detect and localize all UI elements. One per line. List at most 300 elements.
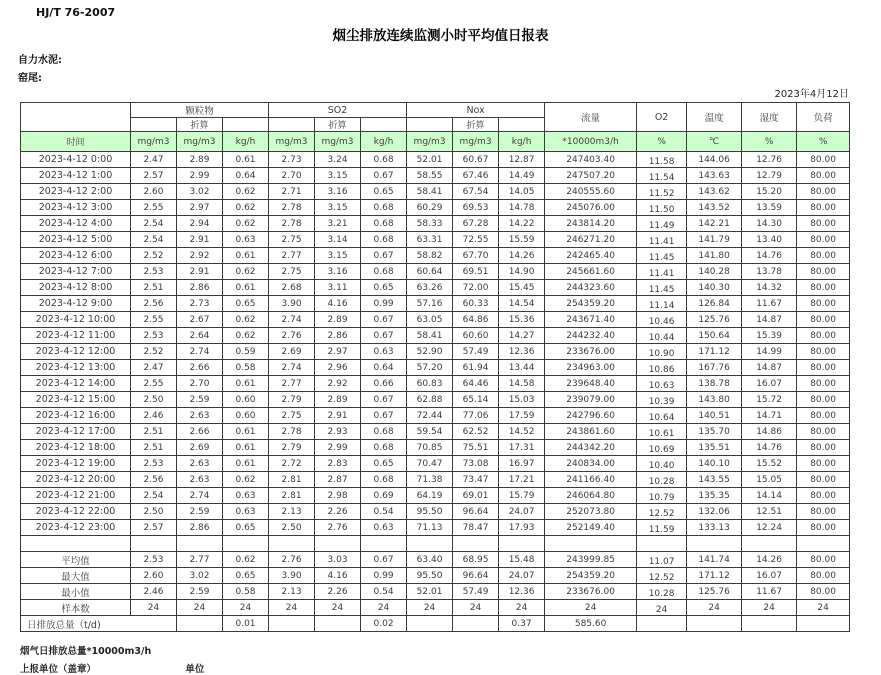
value-cell	[687, 616, 742, 632]
value-cell: 52.01	[407, 152, 453, 168]
value-cell: 0.62	[223, 552, 269, 568]
value-cell: 24	[407, 600, 453, 616]
value-cell: 80.00	[797, 472, 850, 488]
group-load: 负荷	[797, 103, 850, 132]
value-cell: 2.50	[131, 504, 177, 520]
value-cell	[637, 616, 687, 632]
value-cell: 2.71	[269, 184, 315, 200]
value-cell: 0.67	[361, 248, 407, 264]
value-cell: 0.59	[223, 344, 269, 360]
value-cell: 69.51	[453, 264, 499, 280]
value-cell: 3.21	[315, 216, 361, 232]
report-table	[20, 102, 850, 632]
value-cell: 2.73	[177, 296, 223, 312]
value-cell: 3.15	[315, 248, 361, 264]
value-cell: 246064.80	[545, 488, 637, 504]
value-cell	[131, 536, 177, 552]
value-cell: 2.59	[177, 584, 223, 600]
unit-cell: %	[797, 132, 850, 152]
value-cell: 15.45	[499, 280, 545, 296]
value-cell: 240834.00	[545, 456, 637, 472]
value-cell: 2.86	[177, 280, 223, 296]
unit-label: 单位	[185, 664, 205, 675]
table-row	[21, 456, 850, 472]
value-cell: 2.73	[269, 152, 315, 168]
time-cell: 2023-4-12 2:00	[21, 184, 131, 200]
value-cell: 254359.20	[545, 296, 637, 312]
subheader-cell	[131, 118, 177, 132]
table-row	[21, 184, 850, 200]
table-row	[21, 312, 850, 328]
value-cell: 68.95	[453, 552, 499, 568]
unit-cell: %	[637, 132, 687, 152]
value-cell: 2.63	[177, 472, 223, 488]
value-cell: 16.07	[742, 568, 797, 584]
value-cell: 2.47	[131, 152, 177, 168]
value-cell: 11.41	[637, 264, 687, 280]
value-cell: 245076.00	[545, 200, 637, 216]
summary-label: 平均值	[21, 552, 131, 568]
value-cell: 60.60	[453, 328, 499, 344]
value-cell: 64.19	[407, 488, 453, 504]
value-cell: 96.64	[453, 504, 499, 520]
unit-cell: ℃	[687, 132, 742, 152]
value-cell: 80.00	[797, 264, 850, 280]
value-cell: 24	[742, 600, 797, 616]
value-cell: 10.40	[637, 456, 687, 472]
value-cell	[499, 536, 545, 552]
value-cell: 2.74	[177, 344, 223, 360]
value-cell: 2.69	[269, 344, 315, 360]
value-cell: 65.14	[453, 392, 499, 408]
value-cell: 0.68	[361, 200, 407, 216]
value-cell: 2.63	[177, 408, 223, 424]
value-cell: 2.46	[131, 408, 177, 424]
unit-cell: %	[742, 132, 797, 152]
value-cell: 2.99	[315, 440, 361, 456]
time-cell: 2023-4-12 8:00	[21, 280, 131, 296]
table-row	[21, 472, 850, 488]
group-o2: O2	[637, 103, 687, 132]
value-cell: 58.41	[407, 184, 453, 200]
value-cell: 12.52	[637, 504, 687, 520]
value-cell: 58.55	[407, 168, 453, 184]
value-cell: 11.52	[637, 184, 687, 200]
value-cell: 24	[131, 600, 177, 616]
value-cell: 71.38	[407, 472, 453, 488]
value-cell: 2.70	[177, 376, 223, 392]
value-cell: 13.40	[742, 232, 797, 248]
value-cell: 143.63	[687, 168, 742, 184]
time-cell: 2023-4-12 10:00	[21, 312, 131, 328]
time-cell: 2023-4-12 23:00	[21, 520, 131, 536]
total-label: 日排放总量（t/d)	[21, 616, 177, 632]
value-cell: 585.60	[545, 616, 637, 632]
value-cell: 2.47	[131, 360, 177, 376]
value-cell: 2.46	[131, 584, 177, 600]
value-cell: 242465.40	[545, 248, 637, 264]
time-cell: 2023-4-12 11:00	[21, 328, 131, 344]
value-cell: 10.44	[637, 328, 687, 344]
value-cell: 10.64	[637, 408, 687, 424]
value-cell: 150.64	[687, 328, 742, 344]
value-cell: 80.00	[797, 392, 850, 408]
time-cell: 2023-4-12 5:00	[21, 232, 131, 248]
value-cell: 2.66	[177, 360, 223, 376]
value-cell: 2.81	[269, 488, 315, 504]
value-cell: 143.52	[687, 200, 742, 216]
time-cell: 2023-4-12 12:00	[21, 344, 131, 360]
value-cell: 2.74	[177, 488, 223, 504]
value-cell: 14.22	[499, 216, 545, 232]
value-cell: 0.67	[361, 312, 407, 328]
value-cell: 67.70	[453, 248, 499, 264]
value-cell: 14.71	[742, 408, 797, 424]
value-cell	[223, 536, 269, 552]
value-cell: 14.78	[499, 200, 545, 216]
value-cell: 0.60	[223, 408, 269, 424]
value-cell: 11.49	[637, 216, 687, 232]
value-cell: 14.99	[742, 344, 797, 360]
value-cell: 2.51	[131, 280, 177, 296]
value-cell: 73.08	[453, 456, 499, 472]
time-cell: 2023-4-12 18:00	[21, 440, 131, 456]
value-cell: 63.26	[407, 280, 453, 296]
value-cell: 57.49	[453, 584, 499, 600]
time-cell: 2023-4-12 0:00	[21, 152, 131, 168]
subheader-cell	[361, 118, 407, 132]
value-cell: 70.85	[407, 440, 453, 456]
table-row	[21, 376, 850, 392]
time-cell: 2023-4-12 13:00	[21, 360, 131, 376]
group-so2: SO2	[269, 103, 407, 118]
value-cell: 0.65	[223, 296, 269, 312]
unit-cell: mg/m3	[269, 132, 315, 152]
value-cell: 2.86	[315, 328, 361, 344]
value-cell: 0.62	[223, 264, 269, 280]
value-cell: 2.91	[177, 232, 223, 248]
value-cell: 2.64	[177, 328, 223, 344]
value-cell: 14.52	[499, 424, 545, 440]
value-cell: 0.65	[361, 184, 407, 200]
value-cell	[177, 616, 223, 632]
value-cell: 2.78	[269, 200, 315, 216]
value-cell: 2.92	[315, 376, 361, 392]
value-cell: 80.00	[797, 568, 850, 584]
value-cell: 2.77	[177, 552, 223, 568]
value-cell: 10.79	[637, 488, 687, 504]
value-cell: 80.00	[797, 152, 850, 168]
value-cell: 2.75	[269, 232, 315, 248]
table-row	[21, 408, 850, 424]
value-cell: 0.67	[361, 408, 407, 424]
time-cell: 2023-4-12 15:00	[21, 392, 131, 408]
value-cell	[315, 536, 361, 552]
value-cell: 245661.60	[545, 264, 637, 280]
value-cell: 2.93	[315, 424, 361, 440]
value-cell: 72.44	[407, 408, 453, 424]
time-cell: 2023-4-12 6:00	[21, 248, 131, 264]
table-row	[21, 520, 850, 536]
value-cell: 0.02	[361, 616, 407, 632]
value-cell: 2.81	[269, 472, 315, 488]
value-cell	[177, 536, 223, 552]
value-cell: 24	[797, 600, 850, 616]
value-cell: 62.52	[453, 424, 499, 440]
value-cell: 15.52	[742, 456, 797, 472]
time-cell: 2023-4-12 20:00	[21, 472, 131, 488]
summary-row	[21, 600, 850, 616]
value-cell: 14.49	[499, 168, 545, 184]
value-cell: 64.86	[453, 312, 499, 328]
value-cell: 2.54	[131, 216, 177, 232]
value-cell: 3.90	[269, 568, 315, 584]
value-cell: 141.80	[687, 248, 742, 264]
value-cell: 0.61	[223, 248, 269, 264]
value-cell: 0.63	[223, 488, 269, 504]
table-row	[21, 344, 850, 360]
value-cell: 2.52	[131, 248, 177, 264]
value-cell: 24	[315, 600, 361, 616]
value-cell: 80.00	[797, 520, 850, 536]
value-cell: 10.46	[637, 312, 687, 328]
value-cell: 2.57	[131, 520, 177, 536]
value-cell: 0.65	[361, 456, 407, 472]
value-cell: 70.47	[407, 456, 453, 472]
value-cell: 0.61	[223, 424, 269, 440]
value-cell: 12.79	[742, 168, 797, 184]
value-cell: 0.67	[361, 328, 407, 344]
value-cell: 244342.20	[545, 440, 637, 456]
value-cell: 52.01	[407, 584, 453, 600]
value-cell	[315, 616, 361, 632]
value-cell: 80.00	[797, 232, 850, 248]
value-cell: 0.67	[361, 392, 407, 408]
value-cell: 14.87	[742, 312, 797, 328]
table-row	[21, 296, 850, 312]
value-cell	[545, 536, 637, 552]
value-cell: 3.02	[177, 568, 223, 584]
value-cell: 2.60	[131, 568, 177, 584]
value-cell: 10.86	[637, 360, 687, 376]
table-row	[21, 216, 850, 232]
value-cell: 10.28	[637, 472, 687, 488]
value-cell: 2.89	[315, 312, 361, 328]
summary-label: 最大值	[21, 568, 131, 584]
value-cell: 0.62	[223, 200, 269, 216]
value-cell: 11.14	[637, 296, 687, 312]
value-cell: 14.76	[742, 248, 797, 264]
value-cell: 58.41	[407, 328, 453, 344]
value-cell: 3.90	[269, 296, 315, 312]
value-cell: 12.51	[742, 504, 797, 520]
value-cell: 2.63	[177, 456, 223, 472]
value-cell: 14.86	[742, 424, 797, 440]
group-flow: 流量	[545, 103, 637, 132]
value-cell: 3.16	[315, 184, 361, 200]
company-name: 自力水泥:	[18, 55, 62, 66]
value-cell: 2.99	[177, 168, 223, 184]
value-cell	[742, 536, 797, 552]
value-cell: 242796.60	[545, 408, 637, 424]
value-cell: 0.62	[223, 472, 269, 488]
value-cell: 233676.00	[545, 584, 637, 600]
value-cell: 2.75	[269, 264, 315, 280]
value-cell	[687, 536, 742, 552]
value-cell: 0.63	[223, 504, 269, 520]
value-cell: 75.51	[453, 440, 499, 456]
value-cell: 64.46	[453, 376, 499, 392]
value-cell: 63.05	[407, 312, 453, 328]
value-cell: 140.51	[687, 408, 742, 424]
value-cell: 254359.20	[545, 568, 637, 584]
value-cell: 24	[177, 600, 223, 616]
value-cell: 14.54	[499, 296, 545, 312]
spacer-row	[21, 536, 850, 552]
value-cell: 125.76	[687, 312, 742, 328]
value-cell: 2.76	[269, 328, 315, 344]
value-cell: 3.02	[177, 184, 223, 200]
value-cell: 0.58	[223, 360, 269, 376]
value-cell: 2.13	[269, 504, 315, 520]
value-cell: 2.74	[269, 312, 315, 328]
value-cell: 133.13	[687, 520, 742, 536]
table-row	[21, 248, 850, 264]
value-cell: 243861.60	[545, 424, 637, 440]
table-row	[21, 504, 850, 520]
value-cell: 67.46	[453, 168, 499, 184]
value-cell: 2.26	[315, 584, 361, 600]
value-cell: 13.78	[742, 264, 797, 280]
value-cell: 62.88	[407, 392, 453, 408]
value-cell: 2.70	[269, 168, 315, 184]
value-cell: 60.83	[407, 376, 453, 392]
value-cell	[361, 536, 407, 552]
value-cell: 4.16	[315, 568, 361, 584]
value-cell: 0.63	[361, 520, 407, 536]
monitoring-site: 窑尾:	[18, 73, 42, 84]
value-cell: 2.69	[177, 440, 223, 456]
value-cell: 3.14	[315, 232, 361, 248]
value-cell: 14.27	[499, 328, 545, 344]
value-cell: 243999.85	[545, 552, 637, 568]
value-cell: 2.13	[269, 584, 315, 600]
value-cell: 2.53	[131, 328, 177, 344]
value-cell: 10.28	[637, 584, 687, 600]
value-cell: 2.50	[131, 392, 177, 408]
time-cell: 2023-4-12 9:00	[21, 296, 131, 312]
value-cell: 60.29	[407, 200, 453, 216]
value-cell: 16.07	[742, 376, 797, 392]
value-cell: 80.00	[797, 488, 850, 504]
value-cell: 2.77	[269, 376, 315, 392]
value-cell	[407, 536, 453, 552]
value-cell: 63.40	[407, 552, 453, 568]
unit-cell: mg/m3	[315, 132, 361, 152]
time-cell: 2023-4-12 7:00	[21, 264, 131, 280]
value-cell: 80.00	[797, 552, 850, 568]
flow-total-note: 烟气日排放总量*10000m3/h	[20, 646, 152, 657]
value-cell: 0.65	[223, 520, 269, 536]
value-cell: 78.47	[453, 520, 499, 536]
value-cell: 15.59	[499, 232, 545, 248]
value-cell: 0.62	[223, 312, 269, 328]
unit-cell: mg/m3	[177, 132, 223, 152]
value-cell: 2.55	[131, 312, 177, 328]
value-cell: 67.28	[453, 216, 499, 232]
value-cell: 0.61	[223, 280, 269, 296]
value-cell: 2.83	[315, 456, 361, 472]
value-cell: 2.76	[315, 520, 361, 536]
report-date: 2023年4月12日	[774, 89, 849, 100]
value-cell: 2.89	[177, 152, 223, 168]
value-cell: 2.53	[131, 456, 177, 472]
value-cell: 243814.20	[545, 216, 637, 232]
value-cell: 80.00	[797, 328, 850, 344]
value-cell	[269, 536, 315, 552]
value-cell: 11.07	[637, 552, 687, 568]
value-cell: 2.56	[131, 296, 177, 312]
value-cell: 0.62	[223, 328, 269, 344]
value-cell: 2.54	[131, 232, 177, 248]
value-cell: 2.53	[131, 552, 177, 568]
value-cell: 240555.60	[545, 184, 637, 200]
value-cell: 0.64	[223, 168, 269, 184]
unit-cell: kg/h	[499, 132, 545, 152]
value-cell: 167.76	[687, 360, 742, 376]
value-cell: 15.39	[742, 328, 797, 344]
value-cell: 10.61	[637, 424, 687, 440]
value-cell: 0.61	[223, 376, 269, 392]
value-cell: 2.59	[177, 392, 223, 408]
value-cell: 12.24	[742, 520, 797, 536]
value-cell: 143.55	[687, 472, 742, 488]
value-cell: 2.74	[269, 360, 315, 376]
value-cell: 80.00	[797, 408, 850, 424]
value-cell: 2.59	[177, 504, 223, 520]
value-cell: 16.97	[499, 456, 545, 472]
value-cell: 11.59	[637, 520, 687, 536]
value-cell: 239079.00	[545, 392, 637, 408]
value-cell: 0.68	[361, 216, 407, 232]
value-cell: 80.00	[797, 296, 850, 312]
value-cell: 69.01	[453, 488, 499, 504]
group-header-row	[21, 103, 850, 118]
report-table-body	[21, 152, 850, 632]
value-cell: 24	[453, 600, 499, 616]
value-cell: 2.91	[177, 264, 223, 280]
summary-row	[21, 584, 850, 600]
value-cell: 61.94	[453, 360, 499, 376]
unit-cell: kg/h	[361, 132, 407, 152]
value-cell: 2.57	[131, 168, 177, 184]
value-cell: 141.74	[687, 552, 742, 568]
empty-cell	[21, 536, 131, 552]
value-cell: 0.54	[361, 504, 407, 520]
value-cell: 14.90	[499, 264, 545, 280]
value-cell: 2.54	[131, 488, 177, 504]
value-cell: 2.78	[269, 216, 315, 232]
value-cell: 247507.20	[545, 168, 637, 184]
summary-label: 最小值	[21, 584, 131, 600]
value-cell: 0.68	[361, 440, 407, 456]
value-cell: 0.68	[361, 424, 407, 440]
value-cell: 252073.80	[545, 504, 637, 520]
value-cell: 0.62	[223, 216, 269, 232]
value-cell: 67.54	[453, 184, 499, 200]
value-cell: 24	[361, 600, 407, 616]
report-unit-label: 上报单位（盖章）	[20, 664, 97, 675]
